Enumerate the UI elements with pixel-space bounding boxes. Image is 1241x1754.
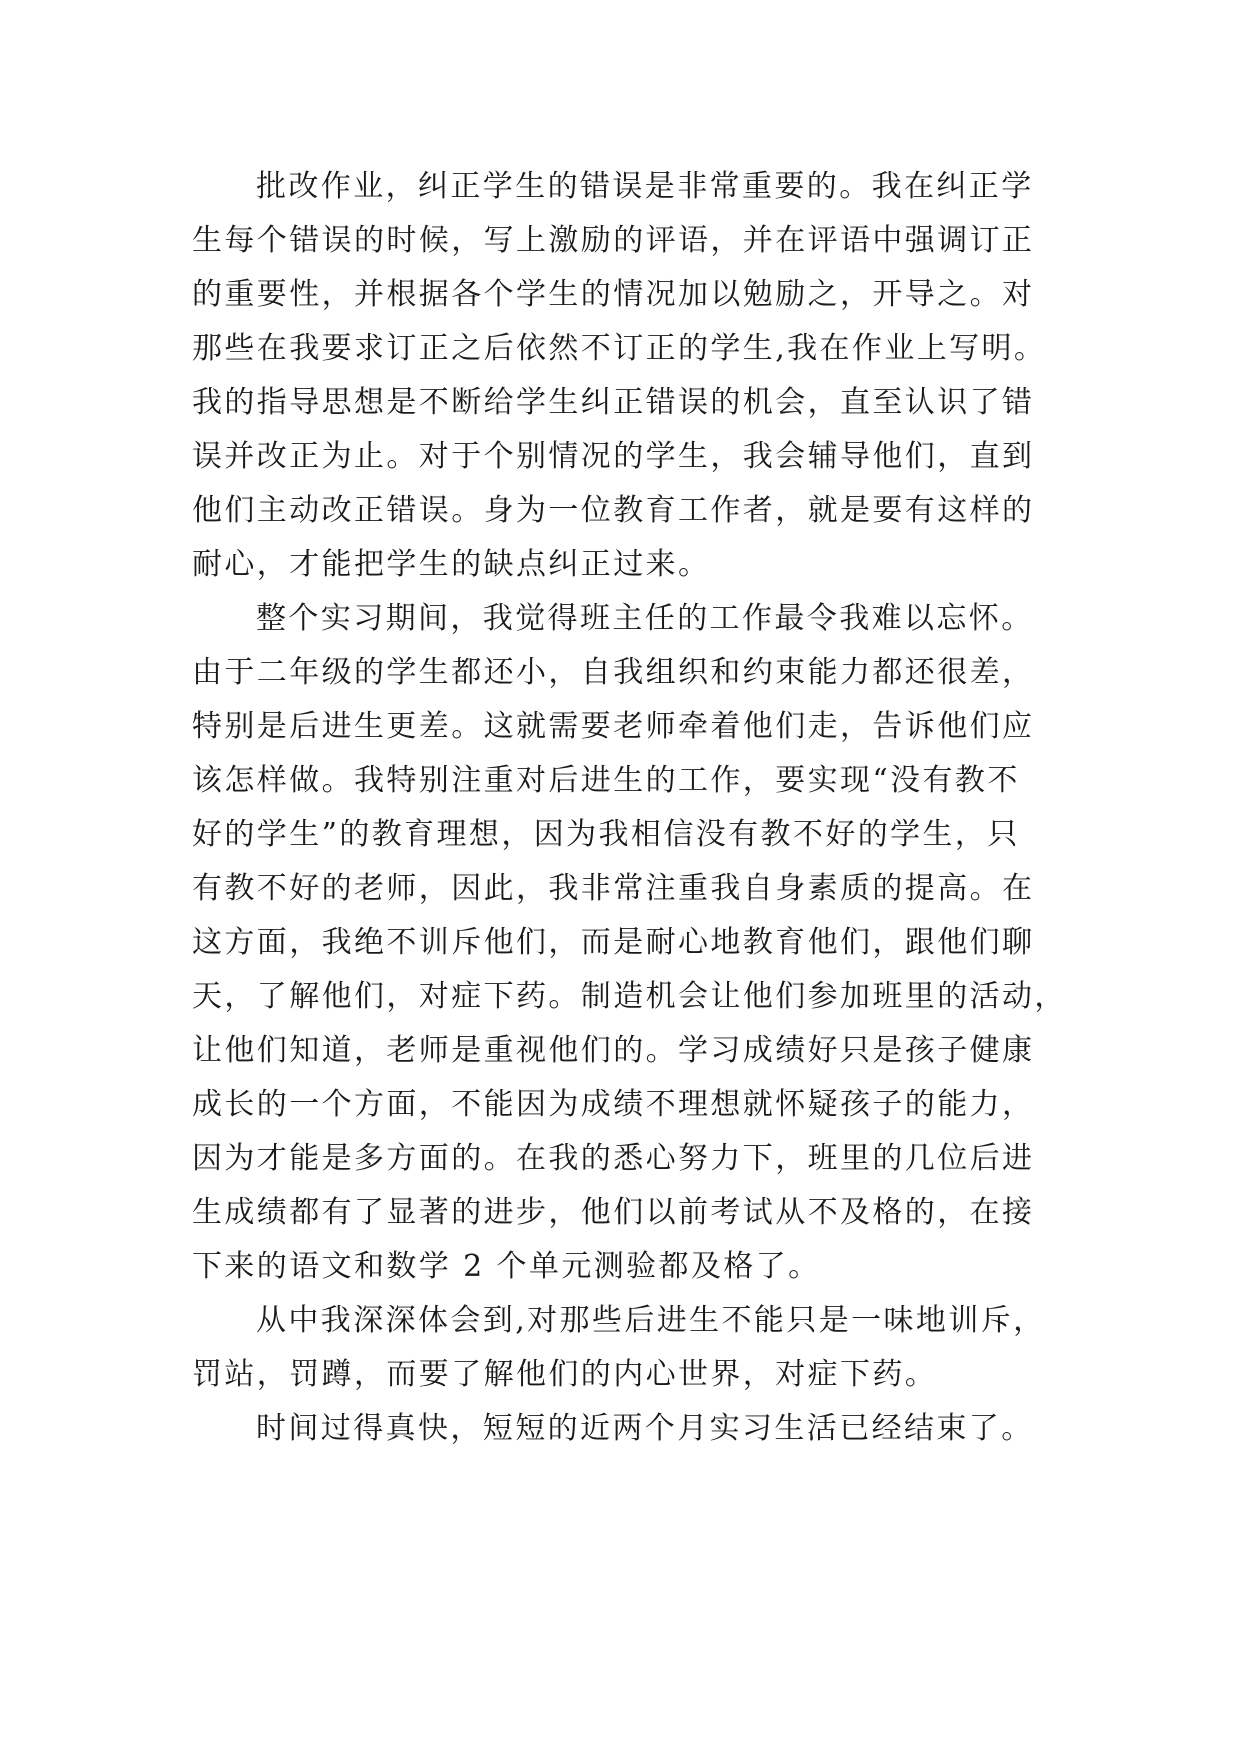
paragraph-2-line-4: 该怎样做。我特别注重对后进生的工作，要实现“没有教不 [192, 763, 1020, 798]
body-text [192, 160, 1072, 1456]
paragraph-1-line-4: 那些在我要求订正之后依然不订正的学生,我在作业上写明。 [192, 331, 1047, 366]
paragraph-2-line-1: 整个实习期间，我觉得班主任的工作最令我难以忘怀。 [256, 601, 1034, 636]
paragraph-2-line-6: 有教不好的老师，因此，我非常注重我自身素质的提高。在 [192, 871, 1035, 906]
paragraph-2-line-9: 让他们知道，老师是重视他们的。学习成绩好只是孩子健康 [192, 1033, 1035, 1068]
paragraph-2-line-3: 特别是后进生更差。这就需要老师牵着他们走，告诉他们应 [192, 709, 1035, 744]
paragraph-1-line-3: 的重要性，并根据各个学生的情况加以勉励之，开导之。对 [192, 277, 1035, 312]
paragraph-4-line-1: 时间过得真快，短短的近两个月实习生活已经结束了。 [256, 1411, 1034, 1446]
paragraph-2-line-5: 好的学生”的教育理想，因为我相信没有教不好的学生，只 [192, 817, 1020, 852]
paragraph-1-line-6: 误并改正为止。对于个别情况的学生，我会辅导他们，直到 [192, 439, 1035, 474]
paragraph-2-line-10: 成长的一个方面，不能因为成绩不理想就怀疑孩子的能力， [192, 1087, 1035, 1122]
paragraph-1-line-2: 生每个错误的时候，写上激励的评语，并在评语中强调订正 [192, 223, 1035, 258]
paragraph-2-line-8: 天，了解他们，对症下药。制造机会让他们参加班里的活动， [192, 979, 1067, 1014]
paragraph-3-line-1: 从中我深深体会到,对那些后进生不能只是一味地训斥， [256, 1303, 1046, 1338]
paragraph-2-line-2: 由于二年级的学生都还小，自我组织和约束能力都还很差， [192, 655, 1035, 690]
paragraph-2-line-13: 下来的语文和数学 2 个单元测验都及格了。 [192, 1249, 821, 1284]
paragraph-1-line-1: 批改作业，纠正学生的错误是非常重要的。我在纠正学 [256, 169, 1034, 204]
paragraph-3-line-2: 罚站，罚蹲，而要了解他们的内心世界，对症下药。 [192, 1357, 938, 1392]
paragraph-2-line-12: 生成绩都有了显著的进步，他们以前考试从不及格的，在接 [192, 1195, 1035, 1230]
paragraph-1-line-5: 我的指导思想是不断给学生纠正错误的机会，直至认识了错 [192, 385, 1035, 420]
paragraph-2-line-11: 因为才能是多方面的。在我的悉心努力下，班里的几位后进 [192, 1141, 1035, 1176]
paragraph-2-line-7: 这方面，我绝不训斥他们，而是耐心地教育他们，跟他们聊 [192, 925, 1035, 960]
paragraph-1-line-7: 他们主动改正错误。身为一位教育工作者，就是要有这样的 [192, 493, 1035, 528]
paragraph-1-line-8: 耐心，才能把学生的缺点纠正过来。 [192, 547, 711, 582]
